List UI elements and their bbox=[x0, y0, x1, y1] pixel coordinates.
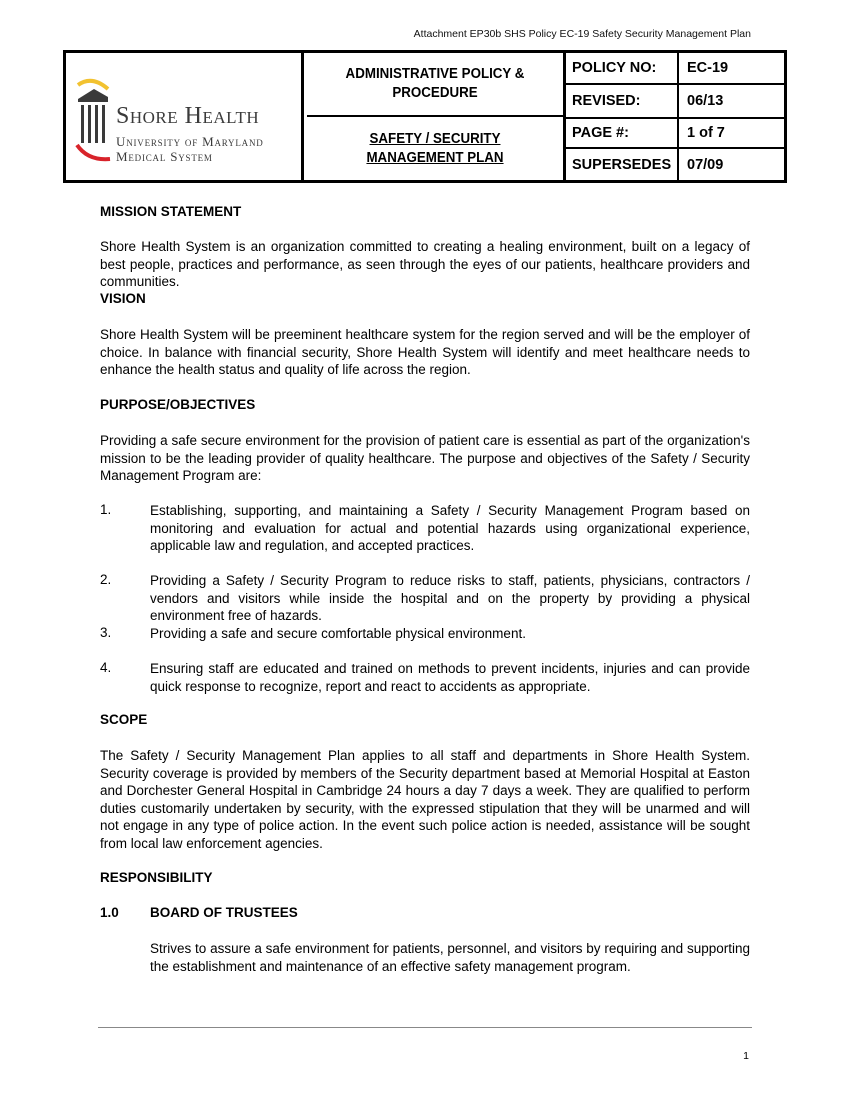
doc-title-cell bbox=[307, 117, 566, 180]
supersedes-label: SUPERSEDES bbox=[566, 149, 679, 180]
objective-number: 3. bbox=[100, 625, 112, 640]
logo-cell bbox=[66, 53, 304, 180]
objective-number: 2. bbox=[100, 572, 112, 587]
objective-item: Providing a safe and secure comfortable physical environment. bbox=[150, 626, 526, 641]
objective-number: 4. bbox=[100, 660, 112, 675]
attachment-header: Attachment EP30b SHS Policy EC-19 Safety Security Management Plan bbox=[413, 28, 751, 40]
doc-title: SAFETY / SECURITY MANAGEMENT PLAN bbox=[366, 130, 504, 166]
responsibility-heading: RESPONSIBILITY bbox=[100, 870, 213, 885]
doc-type: ADMINISTRATIVE POLICY & PROCEDURE bbox=[345, 66, 525, 101]
shore-health-logo-icon bbox=[74, 75, 114, 165]
logo-subtitle-line2: Medical System bbox=[116, 149, 213, 164]
policy-no-row bbox=[566, 53, 784, 85]
page-value: 1 of 7 bbox=[687, 125, 725, 141]
page-number: 1 bbox=[743, 1050, 749, 1062]
logo-subtitle-line1: University of Maryland bbox=[116, 134, 264, 149]
mission-text: Shore Health System is an organization committed to creating a healing environment, built on a legacy of best people, practices and performance, as seen through the eyes of our patients, healthcare providers and communities. bbox=[100, 239, 750, 289]
revised-label: REVISED: bbox=[566, 85, 679, 117]
doc-type-cell bbox=[307, 53, 566, 117]
objective-item: Ensuring staff are educated and trained on methods to prevent incidents, injuries and can provide quick response to recognize, report and react to accidents as appropriate. bbox=[150, 661, 750, 694]
revised-row bbox=[566, 85, 784, 119]
board-heading: BOARD OF TRUSTEES bbox=[150, 905, 298, 920]
vision-heading: VISION bbox=[100, 291, 146, 306]
footer-rule bbox=[98, 1027, 752, 1028]
board-text: Strives to assure a safe environment for patients, personnel, and visitors by requiring and supporting the establishment and maintenance of an effective safety management program. bbox=[150, 941, 750, 974]
page-label: PAGE #: bbox=[566, 119, 679, 147]
supersedes-value: 07/09 bbox=[687, 156, 724, 173]
page-row bbox=[566, 119, 784, 149]
purpose-text: Providing a safe secure environment for the provision of patient care is essential as part of the organization's mission to be the leading provider of quality healthcare. The purpose and objectives of the Safety / Security Management Program are: bbox=[100, 433, 750, 483]
revised-value: 06/13 bbox=[687, 93, 724, 109]
objective-number: 1. bbox=[100, 502, 112, 517]
vision-text: Shore Health System will be preeminent healthcare system for the region served and will be the employer of choice. In balance with financial security, Shore Health System will identify and meet healthcare needs to enhance the health status and quality of life across the region. bbox=[100, 327, 750, 377]
policy-header-table bbox=[63, 50, 787, 183]
objective-item: Establishing, supporting, and maintaining a Safety / Security Management Program based on monitoring and evaluation for actual and potential hazards using organizational experience, applicable law and regulation, and accepted practices. bbox=[150, 503, 750, 553]
supersedes-row bbox=[566, 149, 784, 180]
scope-text: The Safety / Security Management Plan applies to all staff and departments in Shore Health System. Security coverage is provided by members of the Security department based at Memorial Hospital at Easton and Dorchester General Hospital in Cambridge 24 hours a day 7 days a week. They are qualified to perform duties customarily undertaken by security, with the expressed stipulation that they will be unarmed and will not engage in any type of police action. In the event such police action is needed, assistance will be sought from local law enforcement agencies. bbox=[100, 748, 750, 851]
mission-heading: MISSION STATEMENT bbox=[100, 204, 242, 219]
logo-wordmark: Shore Health bbox=[116, 103, 260, 129]
board-number: 1.0 bbox=[100, 905, 119, 920]
policy-no-label: POLICY NO: bbox=[566, 53, 679, 83]
scope-heading: SCOPE bbox=[100, 712, 148, 727]
objective-item: Providing a Safety / Security Program to reduce risks to staff, patients, physicians, contractors / vendors and visitors while inside the hospital and on the property by providing a physical environment free of hazards. bbox=[150, 573, 750, 623]
purpose-heading: PURPOSE/OBJECTIVES bbox=[100, 397, 256, 412]
policy-no-value: EC-19 bbox=[687, 60, 729, 76]
